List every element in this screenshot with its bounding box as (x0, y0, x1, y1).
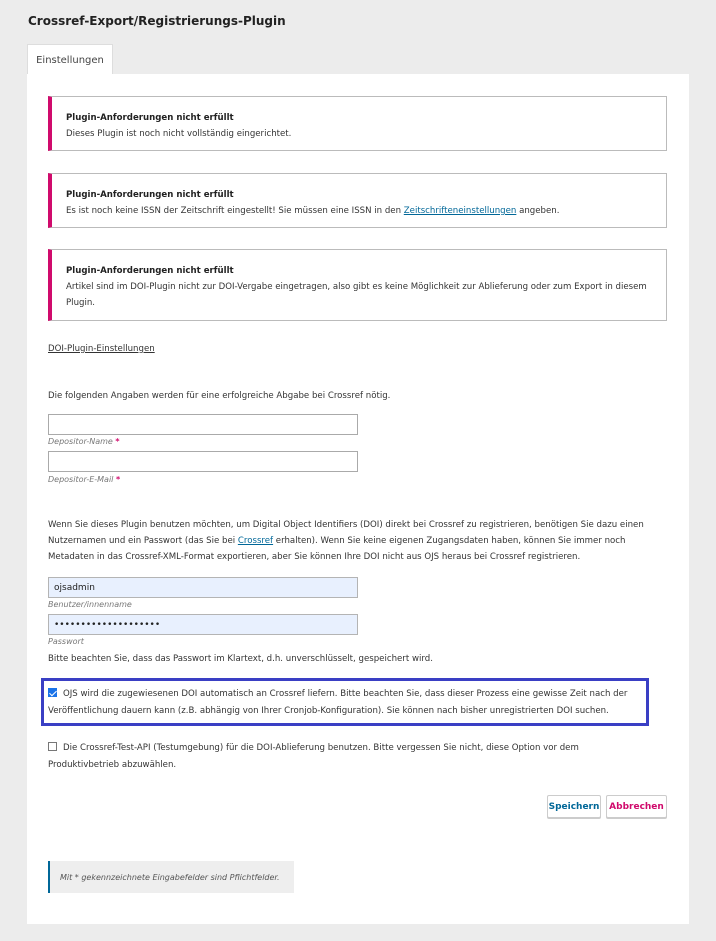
issn-notice (48, 173, 667, 228)
depositor-email-input[interactable] (48, 451, 358, 472)
password-input[interactable] (48, 614, 358, 635)
username-input[interactable] (48, 577, 358, 598)
password-note: Bitte beachten Sie, dass das Passwort im Klartext, d.h. unverschlüsselt, gespeichert wird. (48, 654, 433, 664)
cancel-button[interactable]: Abbrechen (606, 795, 667, 818)
requirements-notice (48, 96, 667, 151)
depositor-name-input[interactable] (48, 414, 358, 435)
automatic-deposit-checkbox[interactable] (48, 688, 57, 697)
notice-title: Plugin-Anforderungen nicht erfüllt (66, 190, 234, 200)
required-marker: * (115, 437, 120, 446)
username-label: Benutzer/innenname (48, 600, 132, 609)
doi-notice (48, 249, 667, 321)
settings-panel (27, 74, 689, 924)
test-api-checkbox[interactable] (48, 742, 57, 751)
notice-text-after: angeben. (516, 206, 560, 216)
intro-text: Die folgenden Angaben werden für eine erfolgreiche Abgabe bei Crossref nötig. (48, 391, 391, 401)
notice-text-before: Es ist noch keine ISSN der Zeitschrift eingestellt! Sie müssen eine ISSN in den (66, 206, 404, 216)
doi-plugin-settings-link[interactable]: DOI-Plugin-Einstellungen (48, 344, 155, 354)
crossref-link[interactable]: Crossref (237, 536, 274, 546)
test-api-option (48, 740, 648, 774)
notice-title: Plugin-Anforderungen nicht erfüllt (66, 266, 234, 276)
tab-settings[interactable]: Einstellungen (27, 44, 113, 75)
notice-text: Dieses Plugin ist noch nicht vollständig eingerichtet. (66, 129, 292, 139)
depositor-email-label: Depositor-E-Mail * (48, 475, 121, 484)
required-fields-note: Mit * gekennzeichnete Eingabefelder sind Pflichtfelder. (48, 861, 294, 893)
password-label: Passwort (48, 637, 84, 646)
save-button[interactable]: Speichern (547, 795, 601, 818)
journal-settings-link[interactable]: Zeitschrifteneinstellungen (403, 206, 517, 216)
account-info-text: Wenn Sie dieses Plugin benutzen möchten, um Digital Object Identifiers (DOI) direkt bei Crossref zu registrieren, benötigen Sie dazu einen Nutzernamen und ein Passwort (das Sie bei Crossref erhalten). Wenn Sie keine eigenen Zugangsdaten haben, können Sie immer noch Metadaten in das Crossref-XML-Format exportieren, aber Sie können Ihre DOI nicht aus OJS heraus bei Crossref registrieren. (48, 520, 644, 562)
notice-title: Plugin-Anforderungen nicht erfüllt (66, 113, 234, 123)
notice-text: Artikel sind im DOI-Plugin nicht zur DOI-Vergabe eingetragen, also gibt es keine Möglichkeit zur Ablieferung oder zum Export in diesem Plugin. (66, 282, 647, 308)
test-api-label: Die Crossref-Test-API (Testumgebung) für die DOI-Ablieferung benutzen. Bitte vergessen Sie nicht, diese Option vor dem Produktivbetrieb abzuwählen. (48, 743, 579, 770)
required-marker: * (115, 475, 121, 484)
automatic-deposit-option (48, 686, 648, 720)
automatic-deposit-label: OJS wird die zugewiesenen DOI automatisch an Crossref liefern. Bitte beachten Sie, dass dieser Prozess eine gewisse Zeit nach der Veröffentlichung dauern kann (z.B. abhängig von Ihrer Cronjob-Konfiguration). Sie können nach bisher unregistrierten DOI suchen. (48, 689, 628, 716)
page-title: Crossref-Export/Registrierungs-Plugin (28, 14, 286, 28)
depositor-name-label: Depositor-Name * (48, 437, 120, 446)
